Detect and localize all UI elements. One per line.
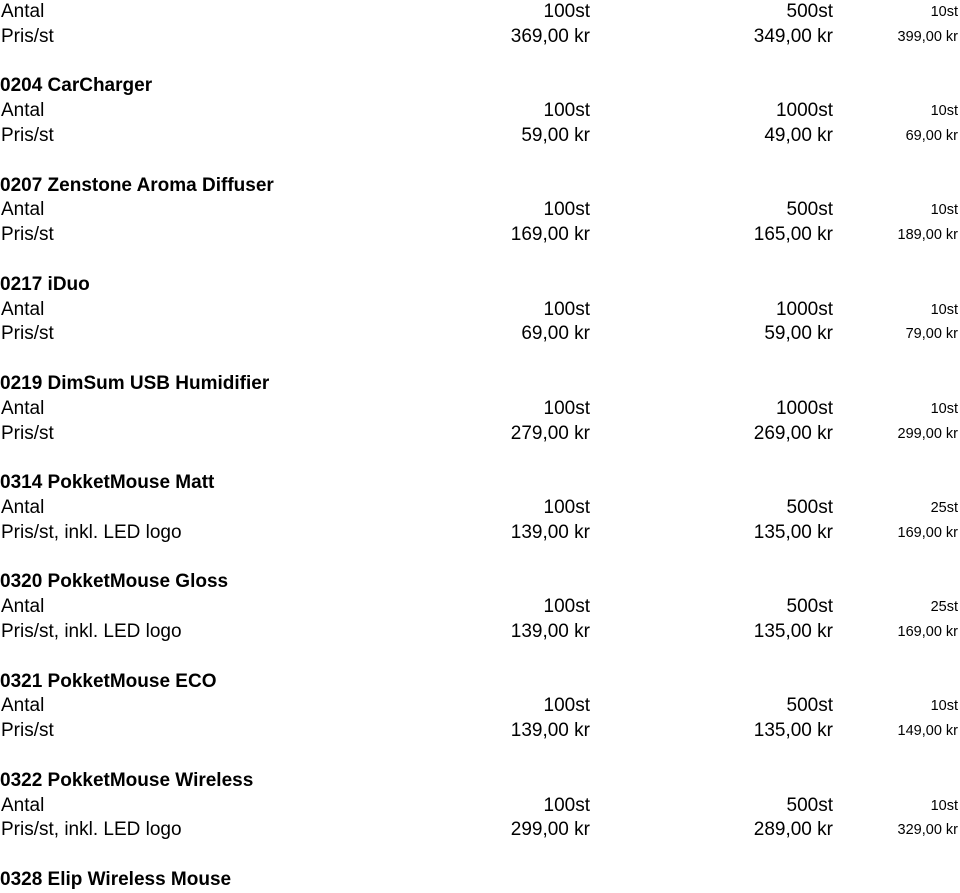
quantity-row (0, 99, 960, 124)
quantity-tier-3: 10st (930, 698, 958, 715)
quantity-tier-1: 100st (543, 1, 590, 22)
price-row (0, 719, 960, 744)
quantity-tier-1: 100st (543, 496, 590, 518)
product-title: 0207 Zenstone Aroma Diffuser (0, 174, 274, 196)
price-tier-1: 59,00 kr (521, 124, 590, 146)
price-tier-3: 399,00 kr (897, 28, 958, 45)
price-tier-1: 369,00 kr (510, 25, 590, 47)
spacer (0, 744, 960, 769)
quantity-row (0, 794, 960, 819)
quantity-label: Antal (1, 1, 45, 22)
product-title: 0328 Elip Wireless Mouse (0, 868, 232, 890)
price-tier-3: 329,00 kr (897, 822, 958, 839)
quantity-label: Antal (1, 794, 45, 816)
product-title: 0217 iDuo (0, 273, 90, 295)
spacer (0, 149, 960, 174)
price-tier-1: 139,00 kr (510, 521, 590, 543)
price-label: Pris/st (1, 224, 54, 246)
price-label: Pris/st (1, 25, 54, 47)
quantity-tier-2: 1000st (775, 298, 833, 320)
spacer (0, 546, 960, 571)
quantity-tier-2: 1000st (775, 397, 833, 419)
quantity-label: Antal (1, 496, 45, 518)
quantity-row (0, 198, 960, 223)
price-tier-2: 289,00 kr (753, 819, 833, 841)
price-tier-1: 299,00 kr (510, 819, 590, 841)
price-row (0, 223, 960, 248)
price-tier-2: 59,00 kr (764, 323, 833, 345)
quantity-label: Antal (1, 298, 45, 320)
quantity-tier-1: 100st (543, 596, 590, 618)
price-label: Pris/st (1, 720, 54, 742)
price-tier-1: 169,00 kr (510, 224, 590, 246)
price-row (0, 124, 960, 149)
price-row (0, 818, 960, 843)
quantity-tier-2: 500st (786, 199, 833, 221)
quantity-label: Antal (1, 199, 45, 221)
spacer (0, 645, 960, 670)
price-row (0, 25, 960, 50)
quantity-tier-2: 500st (786, 496, 833, 518)
quantity-label: Antal (1, 695, 45, 717)
quantity-tier-3: 10st (930, 797, 958, 814)
price-tier-1: 279,00 kr (510, 422, 590, 444)
price-tier-2: 165,00 kr (753, 224, 833, 246)
price-label: Pris/st, inkl. LED logo (1, 521, 182, 543)
price-tier-3: 169,00 kr (897, 524, 958, 541)
product-title: 0322 PokketMouse Wireless (0, 769, 254, 791)
price-label: Pris/st (1, 422, 54, 444)
quantity-row (0, 0, 960, 25)
spacer (0, 446, 960, 471)
quantity-row (0, 298, 960, 323)
quantity-tier-2: 500st (786, 794, 833, 816)
quantity-label: Antal (1, 100, 45, 122)
quantity-tier-1: 100st (543, 298, 590, 320)
quantity-row (0, 397, 960, 422)
product-title: 0321 PokketMouse ECO (0, 670, 217, 692)
quantity-label: Antal (1, 397, 45, 419)
quantity-row (0, 496, 960, 521)
price-tier-3: 189,00 kr (897, 227, 958, 244)
quantity-tier-3: 25st (930, 499, 958, 516)
quantity-label: Antal (1, 596, 45, 618)
spacer (0, 843, 960, 868)
quantity-tier-3: 10st (930, 103, 958, 120)
spacer (0, 347, 960, 372)
spacer (0, 248, 960, 273)
quantity-tier-1: 100st (543, 695, 590, 717)
price-label: Pris/st, inkl. LED logo (1, 620, 182, 642)
quantity-tier-1: 100st (543, 397, 590, 419)
price-tier-1: 139,00 kr (510, 720, 590, 742)
price-tier-3: 149,00 kr (897, 723, 958, 740)
price-row (0, 521, 960, 546)
quantity-row (0, 694, 960, 719)
product-title: 0219 DimSum USB Humidifier (0, 372, 270, 394)
quantity-tier-2: 500st (786, 695, 833, 717)
quantity-tier-1: 100st (543, 199, 590, 221)
quantity-tier-3: 25st (930, 599, 958, 616)
product-title: 0314 PokketMouse Matt (0, 472, 215, 494)
price-tier-2: 349,00 kr (753, 25, 833, 47)
price-tier-1: 69,00 kr (521, 323, 590, 345)
product-title: 0204 CarCharger (0, 75, 153, 97)
quantity-tier-2: 500st (786, 596, 833, 618)
quantity-tier-2: 500st (786, 1, 833, 22)
quantity-tier-3: 10st (930, 301, 958, 318)
spacer (0, 50, 960, 75)
price-tier-3: 299,00 kr (897, 425, 958, 442)
price-tier-2: 269,00 kr (753, 422, 833, 444)
price-tier-3: 69,00 kr (905, 127, 958, 144)
price-label: Pris/st (1, 124, 54, 146)
price-row (0, 322, 960, 347)
price-tier-2: 135,00 kr (753, 521, 833, 543)
price-row (0, 422, 960, 447)
price-row (0, 620, 960, 645)
price-label: Pris/st (1, 323, 54, 345)
price-tier-2: 135,00 kr (753, 720, 833, 742)
quantity-tier-3: 10st (930, 400, 958, 417)
price-label: Pris/st, inkl. LED logo (1, 819, 182, 841)
quantity-tier-1: 100st (543, 100, 590, 122)
price-tier-1: 139,00 kr (510, 620, 590, 642)
product-title: 0320 PokketMouse Gloss (0, 571, 229, 593)
price-tier-3: 169,00 kr (897, 623, 958, 640)
price-tier-2: 49,00 kr (764, 124, 833, 146)
quantity-tier-3: 10st (930, 202, 958, 219)
quantity-row (0, 595, 960, 620)
quantity-tier-3: 10st (930, 4, 958, 20)
quantity-tier-2: 1000st (775, 100, 833, 122)
price-tier-3: 79,00 kr (905, 326, 958, 343)
price-tier-2: 135,00 kr (753, 620, 833, 642)
quantity-tier-1: 100st (543, 794, 590, 816)
